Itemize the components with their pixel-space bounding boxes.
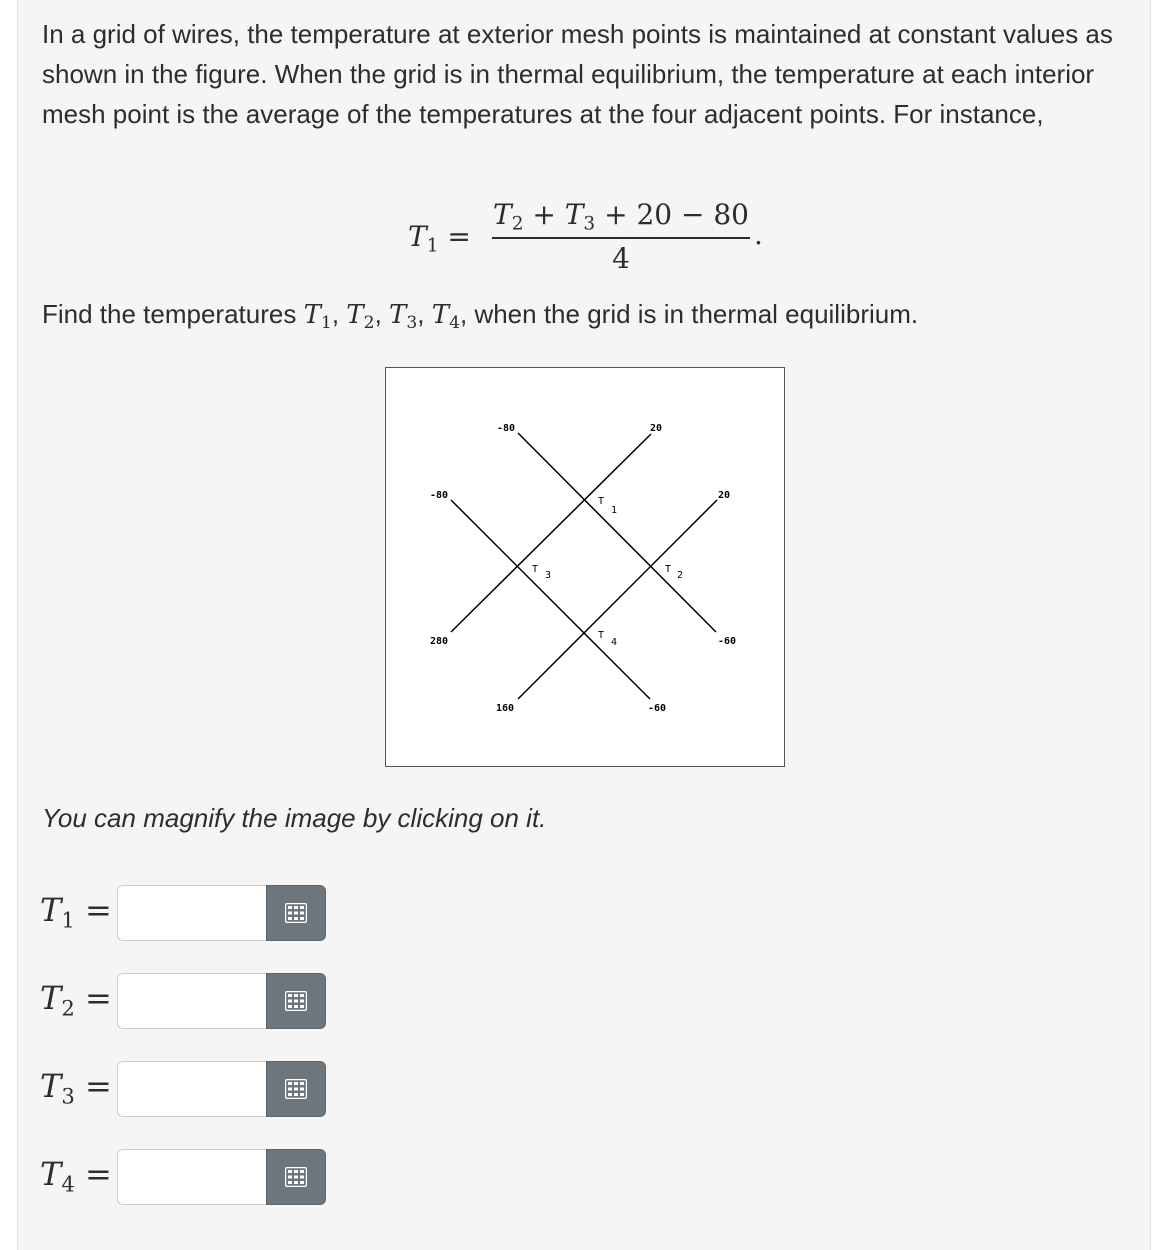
- answer-label-t3: $T_3$ =: [40, 1067, 112, 1109]
- node-t1-letter: T: [598, 496, 605, 507]
- question-intro: In a grid of wires, the temperature at exterior mesh points is maintained at constant values as shown in the figure. When the grid is in thermal equilibrium, the temperature at each interior mesh point is the average of the temperatures at the four adjacent points. For instance,: [42, 19, 1113, 129]
- label-top-right: 20: [650, 423, 663, 434]
- node-t4-index: 4: [611, 637, 618, 648]
- magnify-hint: You can magnify the image by clicking on it.: [42, 803, 547, 833]
- keypad-button-t2[interactable]: [266, 973, 326, 1029]
- answer-input-t3[interactable]: [117, 1061, 269, 1117]
- label-bottom-left: 160: [496, 703, 515, 714]
- equation-denominator: 4: [612, 242, 630, 275]
- keypad-button-t1[interactable]: [266, 885, 326, 941]
- label-upper-right: 20: [718, 490, 731, 501]
- wire-upper-left-to-bottom-right: [451, 500, 650, 699]
- label-top-left: -80: [497, 423, 516, 434]
- answer-label-t4: $T_4$ =: [40, 1155, 112, 1197]
- wire-upper-right-to-bottom-left: [518, 500, 717, 699]
- label-upper-left: -80: [430, 490, 449, 501]
- wire-top-right-to-lower-left: [451, 434, 651, 632]
- wire-grid-diagram: [386, 368, 786, 768]
- equation-numerator: $T_2 + T_3 + 20 - 80$: [493, 198, 749, 235]
- calculator-keypad-icon: [285, 991, 307, 1011]
- answer-label-t2: $T_2$ =: [40, 979, 112, 1021]
- label-lower-left: 280: [430, 636, 449, 647]
- node-t2-letter: T: [665, 564, 672, 575]
- equation-period: .: [754, 218, 763, 251]
- node-t1-index: 1: [611, 505, 618, 516]
- find-var-t1: $T_1$: [303, 300, 332, 334]
- node-t4-letter: T: [598, 630, 605, 641]
- answer-input-t4[interactable]: [117, 1149, 269, 1205]
- calculator-keypad-icon: [285, 1079, 307, 1099]
- equation-lhs: $T_1$ =: [408, 220, 471, 257]
- label-bottom-right: -60: [648, 703, 667, 714]
- equation-fraction: [492, 196, 750, 277]
- label-lower-right: -60: [718, 636, 737, 647]
- wire-grid-figure[interactable]: [385, 367, 785, 767]
- node-t3-index: 3: [545, 570, 552, 581]
- find-instruction: Find the temperatures $T_1$, $T_2$, $T_3$, $T_4$, when the grid is in thermal equilibrium.: [42, 299, 919, 334]
- wire-top-left-to-lower-right: [518, 433, 716, 632]
- calculator-keypad-icon: [285, 903, 307, 923]
- keypad-button-t3[interactable]: [266, 1061, 326, 1117]
- node-t3-letter: T: [532, 564, 539, 575]
- node-t2-index: 2: [677, 570, 684, 581]
- answer-input-t1[interactable]: [117, 885, 269, 941]
- answer-label-t1: $T_1$ =: [40, 891, 112, 933]
- find-var-t4: $T_4$: [431, 300, 460, 334]
- find-var-t3: $T_3$: [389, 300, 418, 334]
- answer-input-t2[interactable]: [117, 973, 269, 1029]
- calculator-keypad-icon: [285, 1167, 307, 1187]
- keypad-button-t4[interactable]: [266, 1149, 326, 1205]
- find-var-t2: $T_2$: [346, 300, 375, 334]
